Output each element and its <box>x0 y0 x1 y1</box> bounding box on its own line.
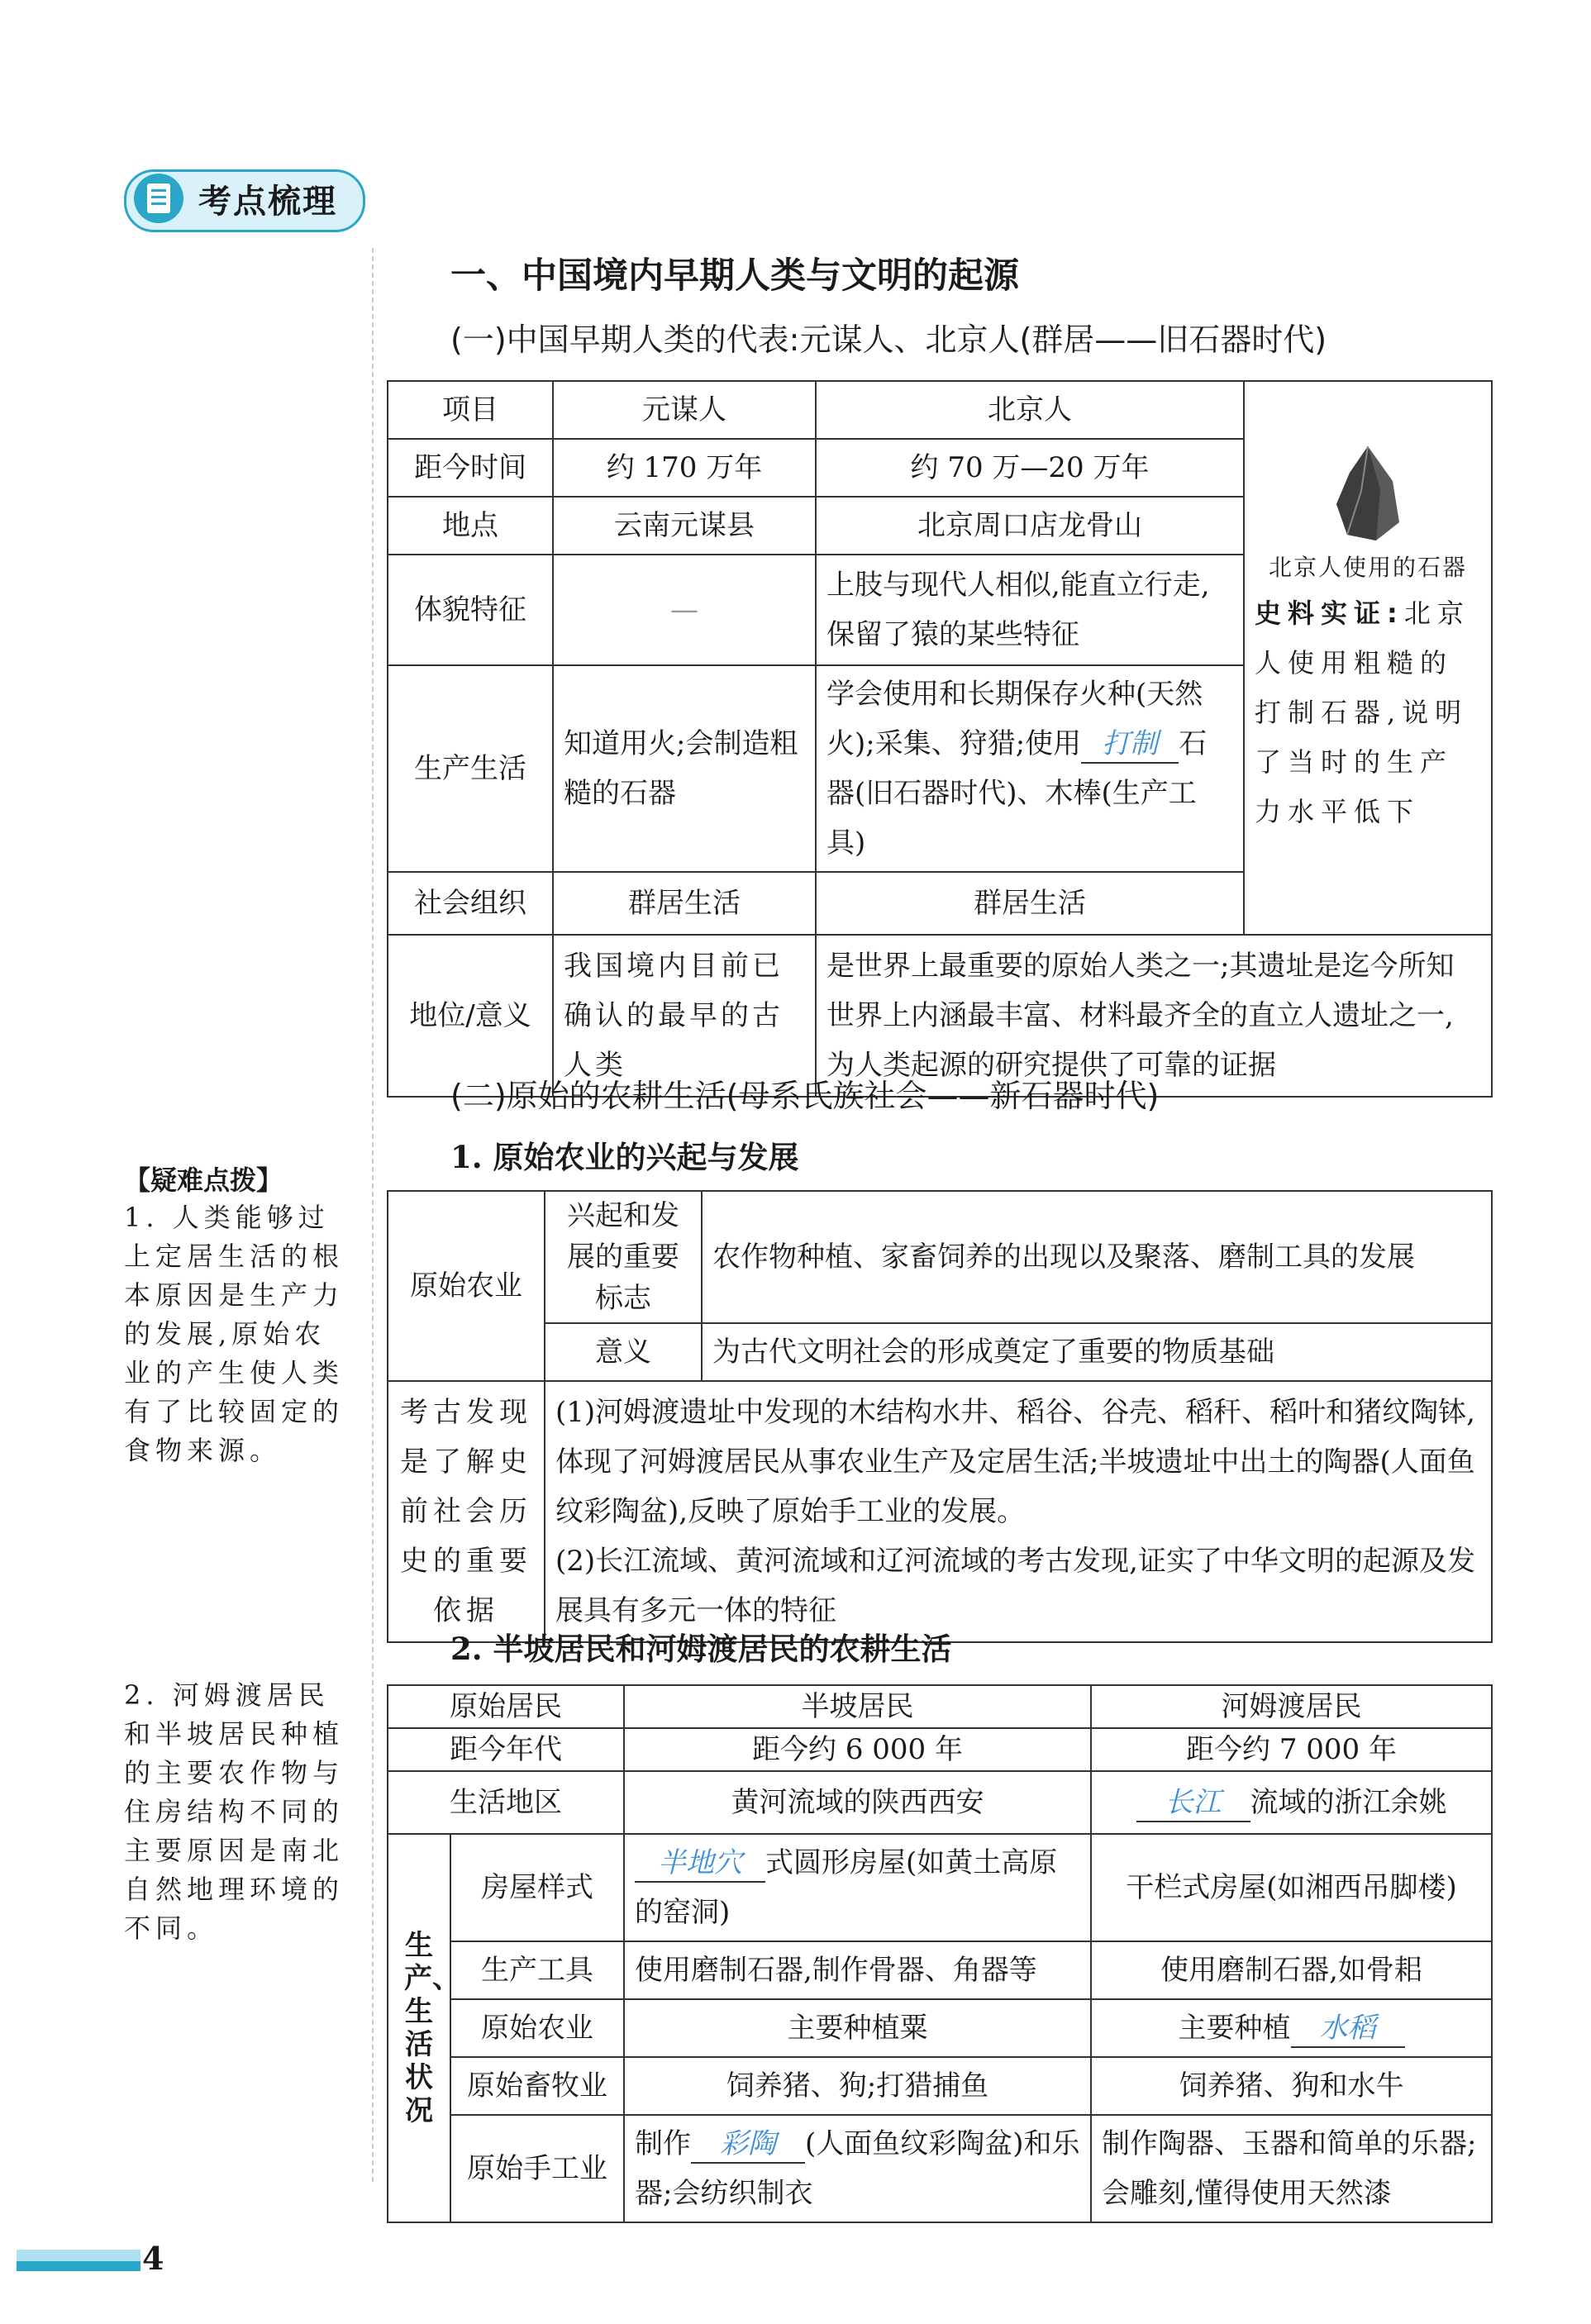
hemudu-tools: 使用磨制石器,如骨耜 <box>1091 1941 1492 1999</box>
page-number: 4 <box>142 2240 164 2277</box>
beijing-life <box>816 665 1244 872</box>
hemudu-region-rest: 流域的浙江余姚 <box>1250 1786 1447 1819</box>
part1-title: 1. 原始农业的兴起与发展 <box>450 1139 799 1175</box>
evidence-label: 史料实证: <box>1255 598 1404 629</box>
banpo-tools: 使用磨制石器,制作骨器、角器等 <box>624 1941 1091 1999</box>
agriculture-table <box>387 1190 1493 1643</box>
header-item: 项目 <box>388 381 553 439</box>
agri-label: 原始农业 <box>388 1191 545 1381</box>
stone-tool-icon <box>1318 440 1417 547</box>
group-label <box>388 1834 460 2222</box>
header-residents: 原始居民 <box>388 1685 624 1728</box>
meaning-text: 为古代文明社会的形成奠定了重要的物质基础 <box>702 1323 1492 1381</box>
row-label-time: 距今时间 <box>388 439 553 497</box>
arch-label: 考古发现是了解史前社会历史的重要依据 <box>388 1381 545 1642</box>
row-label-livestock: 原始畜牧业 <box>450 2057 624 2115</box>
meaning-label: 意义 <box>545 1323 702 1381</box>
sidebar-note-1: 1. 人类能够过上定居生活的根本原因是生产力的发展,原始农业的产生使人类有了比较固定的食物来源。 <box>124 1202 345 1466</box>
banpo-house <box>624 1834 1091 1941</box>
group-label-text: 生产、生活状况 <box>404 1929 460 2127</box>
banpo-craft <box>624 2115 1091 2222</box>
stone-tool-caption: 北京人使用的石器 <box>1268 554 1467 581</box>
row-label-craft: 原始手工业 <box>450 2115 624 2222</box>
evidence-body: 北京人使用粗糙的打制石器,说明了当时的生产力水平低下 <box>1255 598 1470 827</box>
yuanmou-place: 云南元谋县 <box>553 497 816 555</box>
header-yuanmou: 元谋人 <box>553 381 816 439</box>
header-hemudu: 河姆渡居民 <box>1091 1685 1492 1728</box>
hemudu-region <box>1091 1771 1492 1834</box>
yuanmou-time: 约 170 万年 <box>553 439 816 497</box>
rise-label: 兴起和发展的重要标志 <box>545 1191 702 1323</box>
footer-bar-accent <box>17 2261 141 2271</box>
section-title: 一、中国境内早期人类与文明的起源 <box>450 255 1019 297</box>
row-label-tools: 生产工具 <box>450 1941 624 1999</box>
banpo-craft-pre: 制作 <box>635 2127 691 2160</box>
rise-text: 农作物种植、家畜饲养的出现以及聚落、磨制工具的发展 <box>702 1191 1492 1323</box>
row-label-place: 地点 <box>388 497 553 555</box>
subsection-title: (一)中国早期人类的代表:元谋人、北京人(群居——旧石器时代) <box>450 321 1327 358</box>
yuanmou-social: 群居生活 <box>553 872 816 935</box>
row-label-region: 生活地区 <box>388 1771 624 1834</box>
row-label-status: 地位/意义 <box>388 935 553 1097</box>
beijing-place: 北京周口店龙骨山 <box>816 497 1244 555</box>
subsection-title-2: (二)原始的农耕生活(母系氏族社会——新石器时代) <box>450 1078 1160 1114</box>
yuanmou-status: 我国境内目前已确认的最早的古人类 <box>553 935 816 1097</box>
banpo-farming: 主要种植粟 <box>624 1999 1091 2057</box>
part2-title: 2. 半坡居民和河姆渡居民的农耕生活 <box>450 1631 952 1667</box>
row-label-social: 社会组织 <box>388 872 553 935</box>
beijing-time: 约 70 万—20 万年 <box>816 439 1244 497</box>
farming-life-table <box>387 1684 1493 2223</box>
arch-text-2: (2)长江流域、黄河流域和辽河流域的考古发现,证实了中华文明的起源及发展具有多元一体的特征 <box>555 1545 1475 1627</box>
sidebar-title: 【疑难点拨】 <box>124 1164 283 1196</box>
row-label-farming: 原始农业 <box>450 1999 624 2057</box>
answer-blank-shuidao: 水稻 <box>1291 2010 1405 2048</box>
hemudu-livestock: 饲养猪、狗和水牛 <box>1091 2057 1492 2115</box>
answer-blank-changjiang: 长江 <box>1136 1784 1250 1822</box>
header-banpo: 半坡居民 <box>624 1685 1091 1728</box>
header-beijing: 北京人 <box>816 381 1244 439</box>
banpo-region: 黄河流域的陕西西安 <box>624 1771 1091 1834</box>
row-label-body: 体貌特征 <box>388 555 553 665</box>
yuanmou-body: — <box>553 555 816 665</box>
arch-text-1: (1)河姆渡遗址中发现的木结构水井、稻谷、谷壳、稻秆、稻叶和猪纹陶钵,体现了河姆渡居民从事农业生产及定居生活;半坡遗址中出土的陶器(人面鱼纹彩陶盆),反映了原始手工业的发展。 <box>555 1396 1475 1528</box>
badge-title: 考点梳理 <box>198 183 337 221</box>
yuanmou-life: 知道用火;会制造粗糙的石器 <box>553 665 816 872</box>
hemudu-farming-pre: 主要种植 <box>1178 2012 1291 2045</box>
hemudu-house: 干栏式房屋(如湘西吊脚楼) <box>1091 1834 1492 1941</box>
beijing-status: 是世界上最重要的原始人类之一;其遗址是迄今所知世界上内涵最丰富、材料最齐全的直立人遗址之一,为人类起源的研究提供了可靠的证据 <box>816 935 1492 1097</box>
beijing-social: 群居生活 <box>816 872 1244 935</box>
evidence-text <box>1255 588 1481 836</box>
banpo-craft-rest: (人面鱼纹彩陶盆)和乐器;会纺织制衣 <box>635 2127 1080 2210</box>
hemudu-farming <box>1091 1999 1492 2057</box>
banpo-livestock: 饲养猪、狗;打猎捕鱼 <box>624 2057 1091 2115</box>
banpo-house-rest: 式圆形房屋(如黄土高原的窑洞) <box>635 1846 1058 1929</box>
notebook-icon <box>132 172 185 225</box>
early-humans-table <box>387 380 1493 1098</box>
arch-text <box>545 1381 1492 1642</box>
hemudu-era: 距今约 7 000 年 <box>1091 1728 1492 1771</box>
row-label-era: 距今年代 <box>388 1728 624 1771</box>
column-divider <box>372 248 374 2182</box>
hemudu-craft: 制作陶器、玉器和简单的乐器;会雕刻,懂得使用天然漆 <box>1091 2115 1492 2222</box>
sidebar-note-2: 2. 河姆渡居民和半坡居民种植的主要农作物与住房结构不同的主要原因是南北自然地理环境的不同。 <box>124 1679 345 1944</box>
row-label-life: 生产生活 <box>388 665 553 872</box>
banpo-era: 距今约 6 000 年 <box>624 1728 1091 1771</box>
beijing-life-a: 学会使用和长期保存火种(天然火);采集、狩猎;使用 <box>826 678 1203 760</box>
answer-blank-caitao: 彩陶 <box>691 2126 805 2164</box>
answer-blank-banmixue: 半地穴 <box>635 1845 765 1883</box>
beijing-life-b: 石器(旧石器时代)、木棒(生产工具) <box>826 727 1208 860</box>
row-label-house: 房屋样式 <box>450 1834 624 1941</box>
answer-blank-dazhi: 打制 <box>1081 726 1179 764</box>
beijing-body: 上肢与现代人相似,能直立行走,保留了猿的某些特征 <box>816 555 1244 665</box>
evidence-cell <box>1244 381 1492 935</box>
